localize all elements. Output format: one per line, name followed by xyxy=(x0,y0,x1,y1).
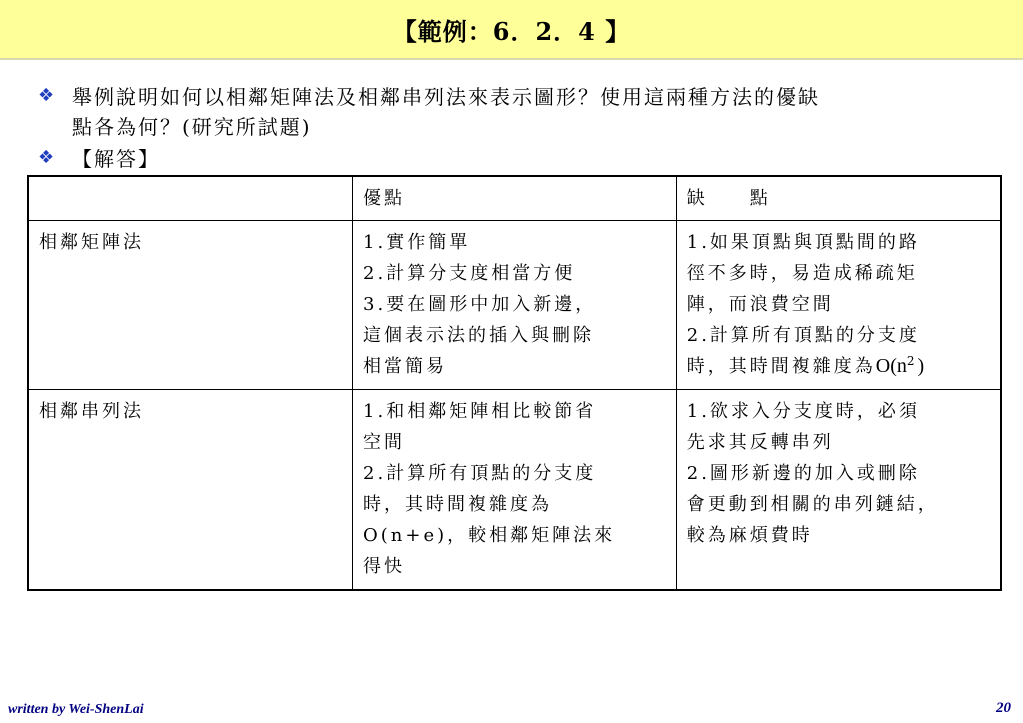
cons-cell xyxy=(676,221,1001,390)
pros-line: 時，其時間複雜度為 xyxy=(363,494,553,515)
cons-cell xyxy=(676,390,1001,590)
page-number: 20 xyxy=(996,700,1011,716)
comparison-table xyxy=(27,175,1002,591)
complexity-base: O(n xyxy=(875,355,907,377)
method-cell: 相鄰串列法 xyxy=(28,390,353,590)
cons-line: 1.如果頂點與頂點間的路 xyxy=(686,232,920,253)
cons-line: 陣，而浪費空間 xyxy=(686,294,834,315)
cons-line: 2.圖形新邊的加入或刪除 xyxy=(686,463,920,484)
pros-line: 這個表示法的插入與刪除 xyxy=(363,325,595,346)
table-row xyxy=(28,390,1001,590)
table-header-cell: 優點 xyxy=(353,176,677,221)
pros-line: 空間 xyxy=(363,432,406,453)
cons-line: 1.欲求入分支度時，必須 xyxy=(686,401,920,422)
cons-line: 較為麻煩費時 xyxy=(686,525,813,546)
pros-line: 1.和相鄰矩陣相比較節省 xyxy=(363,401,597,422)
pros-line: 3.要在圖形中加入新邊， xyxy=(363,294,597,315)
method-cell: 相鄰矩陣法 xyxy=(28,221,353,390)
cons-line: 先求其反轉串列 xyxy=(686,432,834,453)
cons-line: 徑不多時，易造成稀疏矩 xyxy=(686,263,918,284)
cons-line-complexity xyxy=(687,351,992,382)
pros-cell xyxy=(353,390,677,590)
cons-line: 時，其時間複雜度為 xyxy=(686,356,876,377)
table-header-cell: 缺 點 xyxy=(676,176,1001,221)
answer-bullet xyxy=(38,144,982,174)
pros-line: 2.計算分支度相當方便 xyxy=(363,263,576,284)
pros-line: 得快 xyxy=(363,556,406,577)
table-header-cell xyxy=(28,176,353,221)
pros-line: O(n+e)，較相鄰矩陣法來 xyxy=(363,525,616,546)
slide-title: 【範例：6．2．4 】 xyxy=(392,16,631,46)
pros-line: 2.計算所有頂點的分支度 xyxy=(363,463,597,484)
complexity-exponent: 2 xyxy=(906,354,918,368)
answer-label: 【解答】 xyxy=(72,147,160,171)
title-bar xyxy=(0,0,1023,60)
question-line: 舉例說明如何以相鄰矩陣法及相鄰串列法來表示圖形？使用這兩種方法的優缺 xyxy=(72,85,820,109)
table-row xyxy=(28,221,1001,390)
complexity-close: ) xyxy=(917,355,925,377)
pros-cell xyxy=(353,221,677,390)
footer-author: written by Wei-ShenLai xyxy=(8,702,144,717)
pros-line: 相當簡易 xyxy=(363,356,448,377)
pros-line: 1.實作簡單 xyxy=(363,232,471,253)
cons-line: 會更動到相關的串列鏈結， xyxy=(686,494,939,515)
cons-line: 2.計算所有頂點的分支度 xyxy=(686,325,920,346)
table-header-row xyxy=(28,176,1001,221)
diamond-bullet-icon: ❖ xyxy=(38,85,55,106)
question-text xyxy=(72,82,982,142)
question-bullet xyxy=(38,82,982,142)
question-line: 點各為何？(研究所試題) xyxy=(72,115,312,139)
diamond-bullet-icon: ❖ xyxy=(38,147,55,168)
